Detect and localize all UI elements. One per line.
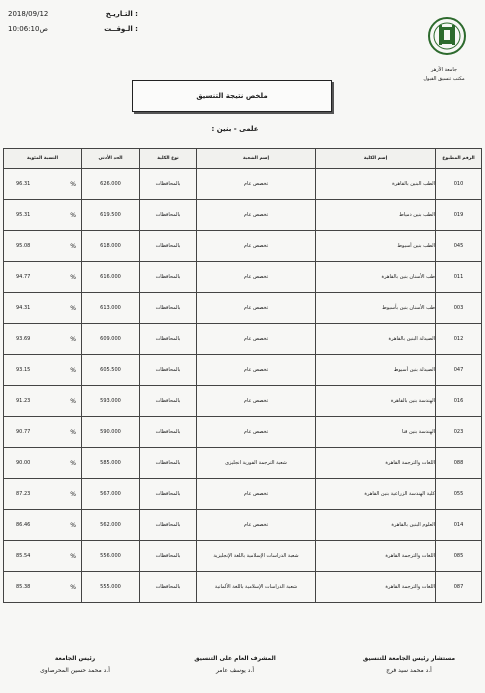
table-row — [4, 510, 482, 541]
cell-percent — [4, 324, 82, 355]
percent-value: 95.08 — [16, 242, 31, 249]
table-row — [4, 200, 482, 231]
cell-percent — [4, 231, 82, 262]
percent-sign: % — [70, 552, 76, 560]
org-line-1: جامعة الأزهر — [430, 67, 458, 73]
table-row — [4, 169, 482, 200]
header-info — [8, 10, 138, 40]
cell-college: اللغات والترجمة القاهرة — [316, 572, 436, 603]
percent-sign: % — [70, 211, 76, 219]
percent-sign: % — [70, 490, 76, 498]
cell-dept: تخصص عام — [197, 262, 316, 293]
cell-code: 085 — [436, 541, 482, 572]
col-header-total: الحد الأدنى — [82, 149, 140, 169]
cell-dept: شعبة الدراسات الإسلامية باللغة الألمانية — [197, 572, 316, 603]
cell-type: بالمحافظات — [140, 262, 197, 293]
cell-total: 609.000 — [82, 324, 140, 355]
cell-percent — [4, 355, 82, 386]
cell-total: 618.000 — [82, 231, 140, 262]
table-body — [4, 169, 482, 603]
percent-value: 93.15 — [16, 366, 31, 373]
cell-college: اللغات والترجمة القاهرة — [316, 448, 436, 479]
col-header-dept: إسم الشعبة — [197, 149, 316, 169]
cell-total: 555.000 — [82, 572, 140, 603]
cell-type: بالمحافظات — [140, 572, 197, 603]
table-row — [4, 541, 482, 572]
cell-total: 567.000 — [82, 479, 140, 510]
table-header-row — [4, 149, 482, 169]
cell-code: 055 — [436, 479, 482, 510]
cell-college: كلية الهندسة الزراعية بنين القاهرة — [316, 479, 436, 510]
cell-dept: تخصص عام — [197, 169, 316, 200]
cell-college: طب الأسنان بنين بأسيوط — [316, 293, 436, 324]
cell-code: 010 — [436, 169, 482, 200]
cell-dept: تخصص عام — [197, 200, 316, 231]
cell-type: بالمحافظات — [140, 355, 197, 386]
signatures-footer — [0, 655, 485, 693]
cell-code: 088 — [436, 448, 482, 479]
cell-percent — [4, 541, 82, 572]
col-header-code: الرقم المطبوع — [436, 149, 482, 169]
cell-code: 012 — [436, 324, 482, 355]
percent-sign: % — [70, 459, 76, 467]
org-name — [411, 66, 477, 84]
cell-total: 585.000 — [82, 448, 140, 479]
percent-value: 85.54 — [16, 552, 31, 559]
table-row — [4, 448, 482, 479]
table-row — [4, 262, 482, 293]
table-row — [4, 572, 482, 603]
document-subtitle: : علمى - بنين — [211, 125, 259, 133]
cell-dept: شعبة الترجمة الفورية انجليزى — [197, 448, 316, 479]
table-row — [4, 386, 482, 417]
percent-value: 96.31 — [16, 180, 31, 187]
table-row — [4, 479, 482, 510]
cell-code: 023 — [436, 417, 482, 448]
document-title: ملخص نتيجة التنسيق — [132, 80, 332, 112]
cell-percent — [4, 510, 82, 541]
al-azhar-logo — [427, 16, 467, 56]
cell-dept: تخصص عام — [197, 293, 316, 324]
table-row — [4, 231, 482, 262]
percent-value: 93.69 — [16, 335, 31, 342]
cell-type: بالمحافظات — [140, 293, 197, 324]
percent-sign: % — [70, 397, 76, 405]
cell-percent — [4, 417, 82, 448]
cell-percent — [4, 448, 82, 479]
percent-sign: % — [70, 521, 76, 529]
cell-college: طب الأسنان بنين بالقاهرة — [316, 262, 436, 293]
time-label: الـوقــت : — [104, 25, 138, 33]
cell-type: بالمحافظات — [140, 510, 197, 541]
cell-dept: تخصص عام — [197, 231, 316, 262]
signature-advisor — [335, 655, 483, 674]
cell-total: 619.500 — [82, 200, 140, 231]
cell-type: بالمحافظات — [140, 324, 197, 355]
sig-president-name: أ.د محمد حسين المحرصاوى — [40, 667, 110, 674]
cell-dept: تخصص عام — [197, 510, 316, 541]
cell-college: اللغات والترجمة القاهرة — [316, 541, 436, 572]
cell-total: 556.000 — [82, 541, 140, 572]
cell-dept: شعبة الدراسات الإسلامية باللغة الإنجليزية — [197, 541, 316, 572]
percent-value: 95.31 — [16, 211, 31, 218]
cell-dept: تخصص عام — [197, 324, 316, 355]
cell-code: 047 — [436, 355, 482, 386]
cell-dept: تخصص عام — [197, 417, 316, 448]
cell-college: الصيدلة البنين بالقاهرة — [316, 324, 436, 355]
cell-total: 616.000 — [82, 262, 140, 293]
cell-total: 590.000 — [82, 417, 140, 448]
percent-sign: % — [70, 583, 76, 591]
org-line-2: مكتب تنسيق القبول — [423, 76, 465, 82]
cell-total: 562.000 — [82, 510, 140, 541]
table-row — [4, 417, 482, 448]
cell-percent — [4, 479, 82, 510]
cell-percent — [4, 386, 82, 417]
cell-type: بالمحافظات — [140, 479, 197, 510]
percent-sign: % — [70, 180, 76, 188]
table-row — [4, 324, 482, 355]
percent-sign: % — [70, 366, 76, 374]
percent-value: 94.77 — [16, 273, 31, 280]
cell-total: 626.000 — [82, 169, 140, 200]
date-value: 2018/09/12 — [8, 10, 49, 18]
cell-college: الطب بنين أسيوط — [316, 231, 436, 262]
cell-total: 593.000 — [82, 386, 140, 417]
cell-college: الصيدلة بنين أسيوط — [316, 355, 436, 386]
sig-president-title: رئيس الجامعة — [54, 655, 96, 662]
percent-sign: % — [70, 428, 76, 436]
sig-advisor-name: أ.د محمد سيد فرج — [386, 667, 432, 674]
percent-sign: % — [70, 242, 76, 250]
sig-supervisor-name: أ.د يوسف عامر — [215, 667, 254, 674]
sig-advisor-title: مستشار رئيس الجامعة للتنسيق — [362, 655, 456, 662]
cell-percent — [4, 262, 82, 293]
signature-supervisor — [170, 655, 300, 674]
table-row — [4, 355, 482, 386]
percent-value: 91.23 — [16, 397, 31, 404]
cell-dept: تخصص عام — [197, 386, 316, 417]
cell-code: 011 — [436, 262, 482, 293]
cell-college: الهندسة بنين قنا — [316, 417, 436, 448]
percent-value: 85.38 — [16, 583, 31, 590]
cell-type: بالمحافظات — [140, 417, 197, 448]
cell-type: بالمحافظات — [140, 448, 197, 479]
cell-percent — [4, 200, 82, 231]
cell-percent — [4, 169, 82, 200]
col-header-type: نوع الكلية — [140, 149, 197, 169]
cell-college: الطب البنين بالقاهرة — [316, 169, 436, 200]
cell-code: 016 — [436, 386, 482, 417]
percent-value: 90.77 — [16, 428, 31, 435]
cell-total: 605.500 — [82, 355, 140, 386]
cell-type: بالمحافظات — [140, 200, 197, 231]
cell-type: بالمحافظات — [140, 541, 197, 572]
percent-value: 86.46 — [16, 521, 31, 528]
time-value: 10:06:10ص — [8, 25, 48, 33]
cell-code: 019 — [436, 200, 482, 231]
table-row — [4, 293, 482, 324]
sig-supervisor-title: المشرف العام على التنسيق — [194, 655, 276, 662]
cell-type: بالمحافظات — [140, 169, 197, 200]
col-header-college: إسم الكلية — [316, 149, 436, 169]
cell-code: 003 — [436, 293, 482, 324]
cell-percent — [4, 293, 82, 324]
cell-dept: تخصص عام — [197, 479, 316, 510]
cell-percent — [4, 572, 82, 603]
cell-college: الهندسة بنين بالقاهرة — [316, 386, 436, 417]
percent-value: 87.23 — [16, 490, 31, 497]
date-label: التـاريـخ : — [105, 10, 138, 18]
cell-college: العلوم البنين بالقاهرة — [316, 510, 436, 541]
cell-total: 613.000 — [82, 293, 140, 324]
cell-code: 014 — [436, 510, 482, 541]
results-table — [3, 148, 482, 603]
cell-college: الطب بنين دمياط — [316, 200, 436, 231]
col-header-pct: النسبة المئوية — [4, 149, 82, 169]
percent-sign: % — [70, 304, 76, 312]
cell-code: 045 — [436, 231, 482, 262]
percent-sign: % — [70, 335, 76, 343]
cell-type: بالمحافظات — [140, 231, 197, 262]
signature-president — [5, 655, 145, 674]
cell-type: بالمحافظات — [140, 386, 197, 417]
percent-value: 90.00 — [16, 459, 31, 466]
percent-sign: % — [70, 273, 76, 281]
cell-code: 087 — [436, 572, 482, 603]
percent-value: 94.31 — [16, 304, 31, 311]
cell-dept: تخصص عام — [197, 355, 316, 386]
